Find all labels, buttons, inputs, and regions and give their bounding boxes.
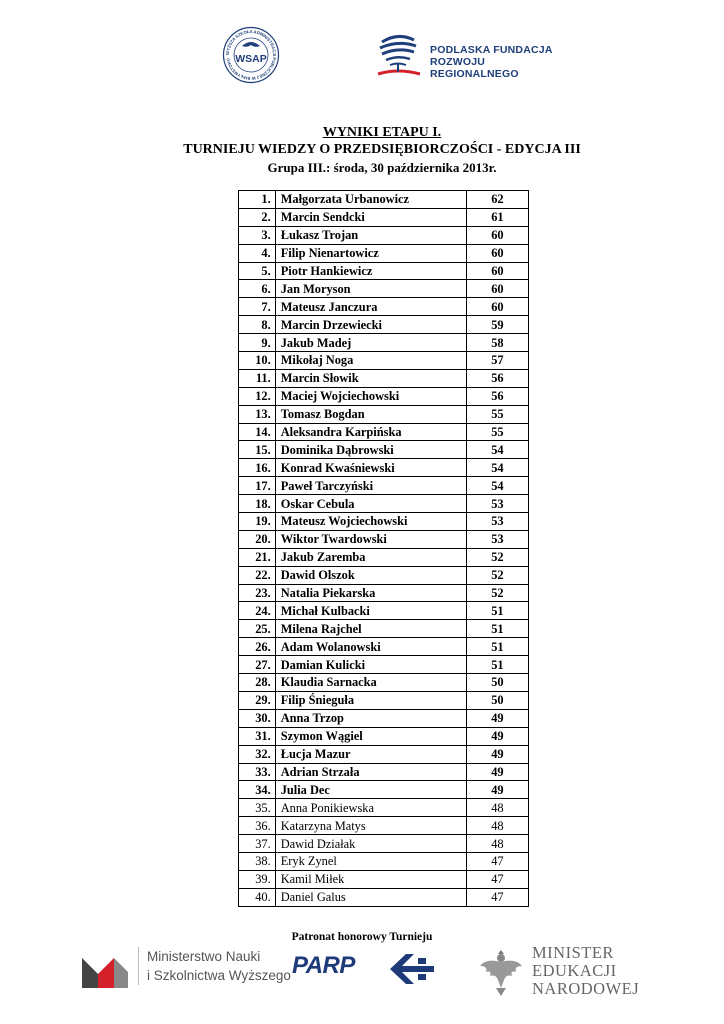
table-row: [239, 513, 529, 531]
name-cell: Dominika Dąbrowski: [275, 441, 466, 459]
rank-cell: 22.: [239, 566, 276, 584]
fundation-line1: PODLASKA FUNDACJA: [430, 44, 553, 56]
name-cell: Konrad Kwaśniewski: [275, 459, 466, 477]
score-cell: 56: [466, 387, 528, 405]
table-row: [239, 459, 529, 477]
rank-cell: 21.: [239, 548, 276, 566]
name-cell: Dawid Działak: [275, 835, 466, 853]
table-row: [239, 495, 529, 513]
table-row: [239, 244, 529, 262]
score-cell: 53: [466, 513, 528, 531]
wsap-seal-logo: [222, 26, 280, 84]
table-row: [239, 763, 529, 781]
score-cell: 50: [466, 674, 528, 692]
name-cell: Mateusz Wojciechowski: [275, 513, 466, 531]
name-cell: Piotr Hankiewicz: [275, 262, 466, 280]
score-cell: 51: [466, 602, 528, 620]
score-cell: 60: [466, 226, 528, 244]
name-cell: Dawid Olszok: [275, 566, 466, 584]
name-cell: Paweł Tarczyński: [275, 477, 466, 495]
name-cell: Julia Dec: [275, 781, 466, 799]
men-line1: MINISTER: [532, 943, 614, 962]
rank-cell: 14.: [239, 423, 276, 441]
rank-cell: 34.: [239, 781, 276, 799]
document-title: WYNIKI ETAPU I.: [322, 125, 442, 140]
table-row: [239, 674, 529, 692]
rank-cell: 3.: [239, 226, 276, 244]
footer-logos: [0, 944, 724, 1004]
rank-cell: 24.: [239, 602, 276, 620]
table-row: [239, 781, 529, 799]
score-cell: 51: [466, 656, 528, 674]
name-cell: Michał Kulbacki: [275, 602, 466, 620]
rank-cell: 2.: [239, 208, 276, 226]
score-cell: 49: [466, 781, 528, 799]
men-name: [532, 944, 639, 998]
rank-cell: 11.: [239, 369, 276, 387]
rank-cell: 1.: [239, 191, 276, 209]
table-row: [239, 888, 529, 906]
mnisw-logo-icon: [82, 954, 128, 988]
men-line3: NARODOWEJ: [532, 979, 640, 998]
score-cell: 61: [466, 208, 528, 226]
group-date: Grupa III.: środa, 30 października 2013r.: [267, 160, 497, 175]
rank-cell: 12.: [239, 387, 276, 405]
name-cell: Małgorzata Urbanowicz: [275, 191, 466, 209]
name-cell: Marcin Sendcki: [275, 208, 466, 226]
score-cell: 47: [466, 852, 528, 870]
name-cell: Jan Moryson: [275, 280, 466, 298]
rank-cell: 29.: [239, 691, 276, 709]
table-row: [239, 745, 529, 763]
rank-cell: 4.: [239, 244, 276, 262]
score-cell: 51: [466, 638, 528, 656]
table-row: [239, 566, 529, 584]
name-cell: Klaudia Sarnacka: [275, 674, 466, 692]
table-row: [239, 477, 529, 495]
parp-arrow-icon: [384, 952, 436, 986]
rank-cell: 37.: [239, 835, 276, 853]
rank-cell: 28.: [239, 674, 276, 692]
rank-cell: 35.: [239, 799, 276, 817]
score-cell: 49: [466, 745, 528, 763]
table-row: [239, 852, 529, 870]
table-row: [239, 656, 529, 674]
seal-text: WSAP: [235, 53, 267, 65]
table-row: [239, 405, 529, 423]
name-cell: Łukasz Trojan: [275, 226, 466, 244]
score-cell: 52: [466, 548, 528, 566]
table-row: [239, 352, 529, 370]
table-row: [239, 817, 529, 835]
rank-cell: 8.: [239, 316, 276, 334]
score-cell: 55: [466, 405, 528, 423]
rank-cell: 36.: [239, 817, 276, 835]
table-row: [239, 584, 529, 602]
score-cell: 54: [466, 459, 528, 477]
table-row: [239, 280, 529, 298]
score-cell: 51: [466, 620, 528, 638]
table-row: [239, 316, 529, 334]
score-cell: 55: [466, 423, 528, 441]
rank-cell: 9.: [239, 334, 276, 352]
table-row: [239, 262, 529, 280]
score-cell: 47: [466, 870, 528, 888]
score-cell: 48: [466, 835, 528, 853]
rank-cell: 23.: [239, 584, 276, 602]
score-cell: 56: [466, 369, 528, 387]
rank-cell: 25.: [239, 620, 276, 638]
mnisw-line1: Ministerstwo Nauki: [147, 949, 261, 964]
table-row: [239, 548, 529, 566]
parp-logo-text: PARP: [292, 952, 355, 979]
table-row: [239, 387, 529, 405]
score-cell: 53: [466, 495, 528, 513]
name-cell: Anna Trzop: [275, 709, 466, 727]
table-row: [239, 620, 529, 638]
score-cell: 47: [466, 888, 528, 906]
rank-cell: 15.: [239, 441, 276, 459]
score-cell: 60: [466, 262, 528, 280]
name-cell: Jakub Zaremba: [275, 548, 466, 566]
name-cell: Jakub Madej: [275, 334, 466, 352]
name-cell: Aleksandra Karpińska: [275, 423, 466, 441]
name-cell: Eryk Zynel: [275, 852, 466, 870]
name-cell: Filip Śnieguła: [275, 691, 466, 709]
rank-cell: 17.: [239, 477, 276, 495]
score-cell: 48: [466, 817, 528, 835]
table-row: [239, 835, 529, 853]
name-cell: Anna Ponikiewska: [275, 799, 466, 817]
name-cell: Oskar Cebula: [275, 495, 466, 513]
title-block: [0, 124, 724, 176]
fundation-line2: ROZWOJU REGIONALNEGO: [430, 56, 519, 80]
seal-ring-text: WYŻSZA SZKOŁA ADMINISTRACJI PUBLICZNEJ W BIAŁYMSTOKU: [224, 28, 278, 82]
name-cell: Damian Kulicki: [275, 656, 466, 674]
rank-cell: 39.: [239, 870, 276, 888]
name-cell: Daniel Galus: [275, 888, 466, 906]
table-row: [239, 709, 529, 727]
rank-cell: 32.: [239, 745, 276, 763]
name-cell: Natalia Piekarska: [275, 584, 466, 602]
rank-cell: 26.: [239, 638, 276, 656]
name-cell: Adam Wolanowski: [275, 638, 466, 656]
men-line2: EDUKACJI: [532, 961, 617, 980]
table-row: [239, 799, 529, 817]
name-cell: Marcin Drzewiecki: [275, 316, 466, 334]
table-row: [239, 870, 529, 888]
rank-cell: 10.: [239, 352, 276, 370]
score-cell: 59: [466, 316, 528, 334]
mnisw-line2: i Szkolnictwa Wyższego: [147, 968, 291, 983]
table-row: [239, 441, 529, 459]
rank-cell: 5.: [239, 262, 276, 280]
table-row: [239, 423, 529, 441]
score-cell: 48: [466, 799, 528, 817]
name-cell: Mateusz Janczura: [275, 298, 466, 316]
rank-cell: 18.: [239, 495, 276, 513]
rank-cell: 27.: [239, 656, 276, 674]
patron-label: Patronat honorowy Turnieju: [291, 931, 433, 943]
table-row: [239, 691, 529, 709]
score-cell: 52: [466, 584, 528, 602]
rank-cell: 33.: [239, 763, 276, 781]
table-row: [239, 191, 529, 209]
fundation-tree-icon: [372, 30, 424, 82]
score-cell: 49: [466, 763, 528, 781]
podlaska-fundacja-logo: [372, 30, 572, 82]
score-cell: 49: [466, 727, 528, 745]
table-row: [239, 727, 529, 745]
name-cell: Filip Nienartowicz: [275, 244, 466, 262]
name-cell: Milena Rajchel: [275, 620, 466, 638]
rank-cell: 30.: [239, 709, 276, 727]
score-cell: 60: [466, 298, 528, 316]
table-row: [239, 298, 529, 316]
score-cell: 50: [466, 691, 528, 709]
table-row: [239, 602, 529, 620]
rank-cell: 20.: [239, 530, 276, 548]
rank-cell: 31.: [239, 727, 276, 745]
rank-cell: 38.: [239, 852, 276, 870]
name-cell: Maciej Wojciechowski: [275, 387, 466, 405]
rank-cell: 19.: [239, 513, 276, 531]
mnisw-name: [138, 947, 291, 985]
rank-cell: 6.: [239, 280, 276, 298]
name-cell: Adrian Strzała: [275, 763, 466, 781]
name-cell: Wiktor Twardowski: [275, 530, 466, 548]
score-cell: 60: [466, 244, 528, 262]
name-cell: Katarzyna Matys: [275, 817, 466, 835]
rank-cell: 40.: [239, 888, 276, 906]
score-cell: 54: [466, 441, 528, 459]
score-cell: 58: [466, 334, 528, 352]
score-cell: 49: [466, 709, 528, 727]
polish-eagle-icon: [476, 944, 526, 1000]
score-cell: 53: [466, 530, 528, 548]
rank-cell: 13.: [239, 405, 276, 423]
score-cell: 57: [466, 352, 528, 370]
name-cell: Szymon Wągiel: [275, 727, 466, 745]
score-cell: 62: [466, 191, 528, 209]
score-cell: 54: [466, 477, 528, 495]
table-row: [239, 638, 529, 656]
name-cell: Tomasz Bogdan: [275, 405, 466, 423]
rank-cell: 16.: [239, 459, 276, 477]
table-row: [239, 226, 529, 244]
header-logos: [0, 26, 724, 86]
rank-cell: 7.: [239, 298, 276, 316]
document-subtitle: TURNIEJU WIEDZY O PRZEDSIĘBIORCZOŚCI - EDYCJA III: [183, 142, 581, 157]
name-cell: Łucja Mazur: [275, 745, 466, 763]
table-row: [239, 208, 529, 226]
table-row: [239, 369, 529, 387]
name-cell: Mikołaj Noga: [275, 352, 466, 370]
results-table: [238, 190, 529, 907]
table-row: [239, 530, 529, 548]
name-cell: Kamil Miłek: [275, 870, 466, 888]
table-row: [239, 334, 529, 352]
score-cell: 52: [466, 566, 528, 584]
score-cell: 60: [466, 280, 528, 298]
name-cell: Marcin Słowik: [275, 369, 466, 387]
